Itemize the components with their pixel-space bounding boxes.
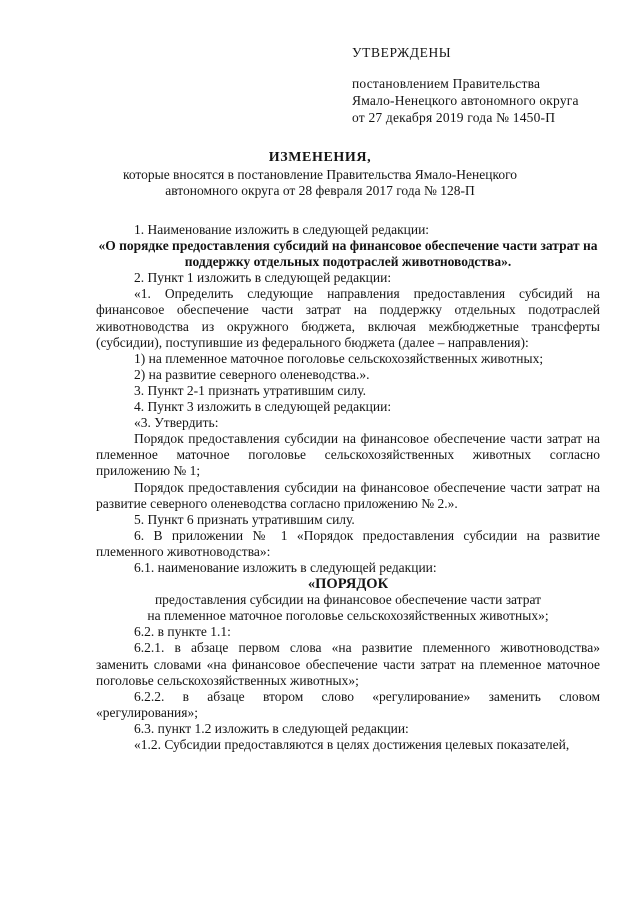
- order-line: на племенное маточное поголовье сельскохозяйственных животных»;: [147, 608, 549, 624]
- approval-block: [352, 44, 579, 126]
- paragraph: Порядок предоставления субсидии на финансовое обеспечение части затрат на развитие северного оленеводства согласно приложению № 2.».: [96, 479, 600, 511]
- paragraph: 4. Пункт 3 изложить в следующей редакции:: [134, 399, 392, 415]
- bold-title-paragraph: «О порядке предоставления субсидий на финансовое обеспечение части затрат на поддержку отдельных подотраслей животноводства».: [98, 238, 598, 270]
- paragraph: 1. Наименование изложить в следующей редакции:: [134, 222, 430, 237]
- paragraph: 5. Пункт 6 признать утратившим силу.: [134, 511, 355, 527]
- paragraph: 2. Пункт 1 изложить в следующей редакции:: [134, 270, 392, 286]
- order-title: «ПОРЯДОК: [307, 576, 389, 593]
- paragraph: 6.1. наименование изложить в следующей редакции:: [134, 559, 437, 575]
- document-body: [96, 222, 600, 753]
- document-subtitle: которые вносятся в постановление Правительства Ямало-Ненецкого автономного округа от 28 февраля 2017 года № 128-П: [122, 167, 518, 198]
- approval-line: Ямало-Ненецкого автономного округа: [352, 93, 579, 108]
- paragraph: 1) на племенное маточное поголовье сельскохозяйственных животных;: [134, 350, 544, 366]
- paragraph: «1. Определить следующие направления предоставления субсидий на финансовое обеспечение части затрат на поддержку отдельных подотраслей животноводства из окружного бюджета, включая межбюджетные трансферты (субсидии), поступившие из федерального бюджета (далее – направления):: [96, 286, 600, 350]
- approval-heading: УТВЕРЖДЕНЫ: [352, 45, 452, 60]
- paragraph: 6. В приложении № 1 «Порядок предоставления субсидии на развитие племенного животноводства»:: [96, 527, 600, 559]
- paragraph: «3. Утвердить:: [134, 415, 219, 431]
- paragraph: 3. Пункт 2-1 признать утратившим силу.: [134, 382, 367, 398]
- paragraph: Порядок предоставления субсидии на финансовое обеспечение части затрат на племенное маточное поголовье сельскохозяйственных животных согласно приложению № 1;: [96, 431, 600, 479]
- paragraph: 6.3. пункт 1.2 изложить в следующей редакции:: [134, 720, 409, 736]
- order-line: предоставления субсидии на финансовое обеспечение части затрат: [154, 592, 542, 608]
- document-title: ИЗМЕНЕНИЯ,: [268, 150, 372, 165]
- approval-line: от 27 декабря 2019 года № 1450-П: [352, 110, 556, 125]
- paragraph: 2) на развитие северного оленеводства.».: [134, 366, 370, 382]
- paragraph: 6.2.2. в абзаце втором слово «регулирование» заменить словом «регулирования»;: [96, 688, 600, 720]
- paragraph: 6.2. в пункте 1.1:: [134, 624, 231, 640]
- paragraph: 6.2.1. в абзаце первом слова «на развитие племенного животноводства» заменить словами «на финансовое обеспечение части затрат на племенное маточное поголовье сельскохозяйственных животных»;: [96, 640, 600, 688]
- approval-line: постановлением Правительства: [352, 76, 541, 91]
- paragraph: «1.2. Субсидии предоставляются в целях достижения целевых показателей,: [134, 737, 570, 752]
